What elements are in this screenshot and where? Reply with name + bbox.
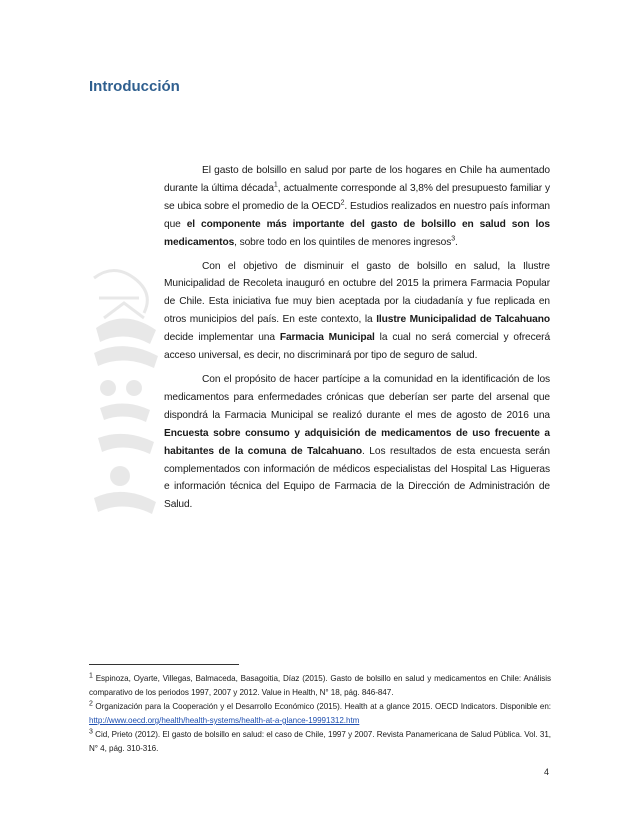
text-span: , sobre todo en los quintiles de menores ingresos bbox=[234, 236, 452, 248]
oecd-link[interactable]: http://www.oecd.org/health/health-systems/health-at-a-glance-19991312.htm bbox=[89, 716, 360, 725]
footnote-mark: 3 bbox=[89, 728, 93, 736]
bold-text: Farmacia Municipal bbox=[279, 332, 375, 344]
footnote-ref-1[interactable]: 1 bbox=[273, 181, 278, 189]
footnote-text: Cid, Prieto (2012). El gasto de bolsillo en salud: el caso de Chile, 1997 y 2007. Revista Panamericana de Salud Pública. Vol. 31, N° 4, pág. 310-316. bbox=[89, 730, 551, 753]
text-span: . Los resultados de esta encuesta serán complementados con información de médicos especialistas del Hospital Las Higueras e información técnica del Equipo de Farmacia de la Dirección de Administración de Salud. bbox=[164, 445, 550, 511]
footnote-mark: 1 bbox=[89, 672, 93, 680]
text-span: . Estudios realizados en nuestro país informan que bbox=[164, 200, 550, 230]
footnote-ref-2[interactable]: 2 bbox=[340, 199, 345, 207]
footnote-ref-3[interactable]: 3 bbox=[451, 235, 456, 243]
bold-text: Ilustre Municipalidad de Talcahuano bbox=[376, 314, 550, 326]
text-span: la cual no será comercial y ofrecerá acceso universal, es decir, no discriminará por tipo de seguro de salud. bbox=[164, 332, 551, 362]
footnote-mark: 2 bbox=[89, 700, 93, 708]
municipal-crest-watermark-icon bbox=[84, 258, 164, 518]
footnote-text: Espinoza, Oyarte, Villegas, Balmaceda, Basagoitia, Díaz (2015). Gasto de bolsillo en salud y medicamentos en Chile: Análisis comparativo de los periodos 1997, 2007 y 2012. Value in Health, N° 18, pág. 846-847. bbox=[89, 674, 551, 697]
footnote-3 bbox=[89, 728, 551, 756]
bold-text: Encuesta sobre consumo y adquisición de medicamentos de uso frecuente a habitantes de la comuna de Talcahuano bbox=[164, 427, 550, 457]
page-number: 4 bbox=[544, 767, 550, 777]
text-span: El gasto de bolsillo en salud por parte de los hogares en Chile ha aumentado durante la última década bbox=[164, 165, 550, 194]
paragraph-2 bbox=[164, 258, 550, 365]
footnote-1 bbox=[89, 672, 551, 700]
text-span: , actualmente corresponde al 3,8% del presupuesto familiar y se ubica sobre el promedio de la OECD bbox=[164, 182, 550, 212]
section-heading: Introducción bbox=[89, 78, 180, 95]
bold-text: el componente más importante del gasto de bolsillo en salud son los medicamentos bbox=[164, 218, 550, 248]
footnote-divider bbox=[89, 664, 239, 665]
paragraph-3 bbox=[164, 371, 550, 514]
footnote-2 bbox=[89, 700, 551, 728]
text-span: . bbox=[455, 236, 458, 248]
text-span: Con el propósito de hacer partícipe a la comunidad en la identificación de los medicamentos para enfermedades crónicas que deberían ser parte del arsenal que dispondrá la Farmacia Municipal se realizó durante el mes de agosto de 2016 una bbox=[164, 373, 550, 421]
text-span: decide implementar una bbox=[164, 332, 280, 344]
footnotes bbox=[89, 672, 551, 756]
text-span: Con el objetivo de disminuir el gasto de bolsillo en salud, la Ilustre Municipalidad de Recoleta inauguró en octubre del 2015 la primera Farmacia Popular de Chile. Esta iniciativa fue muy bien aceptada por la ciudadanía y fue replicada en otros municipios del país. En este contexto, la bbox=[164, 260, 550, 326]
body-text bbox=[164, 162, 550, 520]
footnote-text: Organización para la Cooperación y el Desarrollo Económico (2015). Health at a glance 2015. OECD Indicators. Disponible en: bbox=[92, 702, 551, 711]
paragraph-1 bbox=[164, 162, 550, 252]
